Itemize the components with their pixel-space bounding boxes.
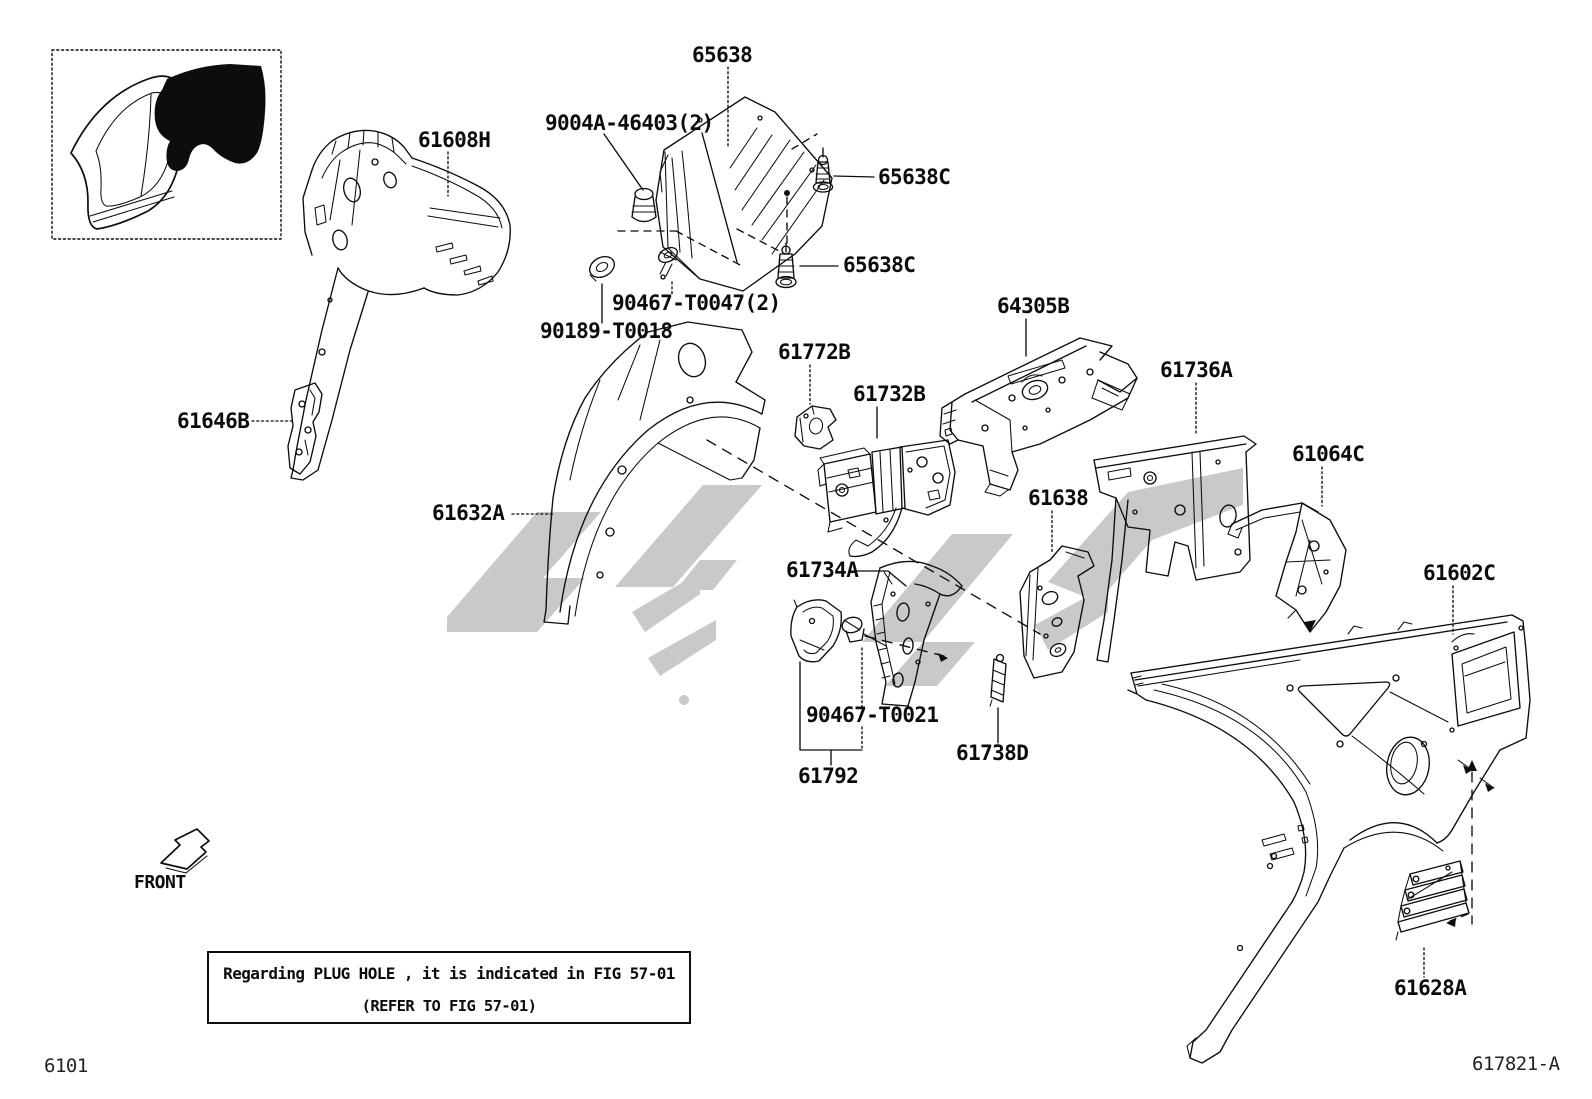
label-61064C: 61064C — [1292, 442, 1365, 466]
label-90467-T0021: 90467-T0021 — [806, 703, 939, 727]
part-61602C-drawing — [1128, 615, 1530, 1063]
fastener-65638C-screw-upper — [814, 148, 833, 192]
watermark-logo — [447, 468, 1243, 705]
label-61792: 61792 — [798, 764, 859, 788]
part-64305B-drawing — [940, 338, 1137, 496]
label-61738D: 61738D — [956, 741, 1029, 765]
label-65638C-upper: 65638C — [878, 165, 951, 189]
part-61732B-drawing — [818, 440, 955, 557]
part-61792-drawing — [791, 600, 841, 662]
label-65638: 65638 — [692, 43, 753, 67]
label-90189-T0018: 90189-T0018 — [540, 319, 673, 343]
fastener-65638C-screw-lower — [776, 243, 796, 288]
label-61638: 61638 — [1028, 486, 1089, 510]
label-61608H: 61608H — [418, 128, 491, 152]
note-line2: (REFER TO FIG 57-01) — [361, 997, 537, 1015]
front-label: FRONT — [134, 872, 186, 893]
label-61732B: 61732B — [853, 382, 926, 406]
dashed-assembly-lines — [618, 134, 1477, 927]
diagram-line-art — [52, 50, 1530, 1063]
inset-thumbnail — [52, 50, 281, 239]
label-61628A: 61628A — [1394, 976, 1467, 1000]
part-61608H-drawing — [291, 130, 510, 480]
fastener-61738D-clip — [990, 655, 1006, 707]
label-65638C-lower: 65638C — [843, 253, 916, 277]
note-line1: Regarding PLUG HOLE , it is indicated in FIG 57-01 — [223, 964, 675, 983]
label-9004A-46403: 9004A-46403(2) — [545, 111, 714, 135]
figure-number: 6101 — [44, 1055, 88, 1077]
note-box — [208, 952, 690, 1023]
label-61602C: 61602C — [1423, 561, 1496, 585]
label-90467-T0047: 90467-T0047(2) — [612, 291, 781, 315]
label-64305B: 64305B — [997, 294, 1070, 318]
label-61632A: 61632A — [432, 501, 505, 525]
drawing-code: 617821-A — [1472, 1053, 1560, 1075]
fastener-9004A-grommet — [632, 189, 656, 222]
label-61734A: 61734A — [786, 558, 859, 582]
inset-quarter-silhouette — [155, 64, 266, 171]
fastener-90467-T0047-clip — [656, 245, 680, 279]
part-61628A-drawing — [1396, 861, 1469, 940]
part-61064C-drawing — [1228, 503, 1346, 632]
label-61772B: 61772B — [778, 340, 851, 364]
fastener-90189-T0018-grommet — [586, 253, 618, 282]
label-61736A: 61736A — [1160, 358, 1233, 382]
part-61772B-drawing — [795, 406, 836, 449]
front-arrow-icon — [161, 829, 209, 873]
label-61646B: 61646B — [177, 409, 250, 433]
